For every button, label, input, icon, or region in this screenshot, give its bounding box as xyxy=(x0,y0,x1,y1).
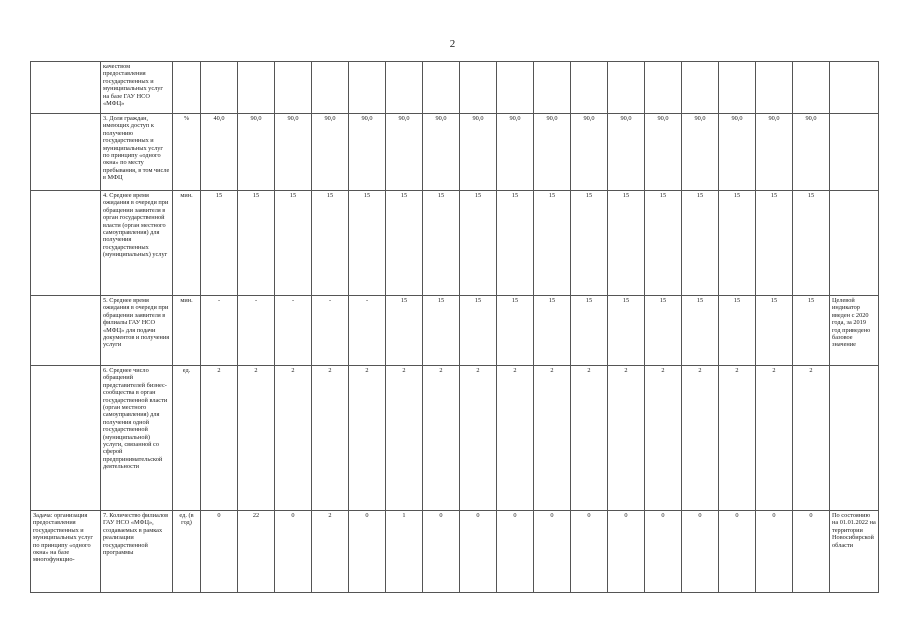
value-cell: 0 xyxy=(756,511,793,593)
table-row xyxy=(31,62,879,114)
unit-cell: % xyxy=(173,114,201,191)
table-row xyxy=(31,191,879,296)
value-cell: 90,0 xyxy=(793,114,830,191)
value-cell: 0 xyxy=(608,511,645,593)
unit-cell: мин. xyxy=(173,296,201,366)
value-cell: 90,0 xyxy=(386,114,423,191)
value-cell: 0 xyxy=(682,511,719,593)
indicator-cell: 4. Среднее время ожидания в очереди при обращении заявителя в орган государственной власти (орган местного самоуправления) для получения государственных (муниципальных) услуг xyxy=(101,191,173,296)
value-cell: 0 xyxy=(571,511,608,593)
value-cell: 15 xyxy=(571,191,608,296)
value-cell xyxy=(460,62,497,114)
value-cell: 2 xyxy=(349,366,386,511)
value-cell: 15 xyxy=(608,191,645,296)
value-cell: 15 xyxy=(534,191,571,296)
value-cell: 15 xyxy=(349,191,386,296)
value-cell: 90,0 xyxy=(349,114,386,191)
value-cell: 15 xyxy=(386,296,423,366)
value-cell xyxy=(719,62,756,114)
value-cell: 15 xyxy=(201,191,238,296)
value-cell xyxy=(386,62,423,114)
value-cell: - xyxy=(349,296,386,366)
value-cell: 15 xyxy=(645,296,682,366)
value-cell xyxy=(497,62,534,114)
indicators-table xyxy=(30,61,879,593)
indicator-cell: 6. Среднее число обращений представителей бизнес-сообщества в орган государственной власти (орган местного самоуправления) для получения одной государственной (муниципальной) услуги, связанной со сферой предпринимательской деятельности xyxy=(101,366,173,511)
value-cell: 2 xyxy=(497,366,534,511)
value-cell: 2 xyxy=(312,366,349,511)
value-cell: 2 xyxy=(386,366,423,511)
value-cell: 15 xyxy=(423,296,460,366)
value-cell: 90,0 xyxy=(238,114,275,191)
table-row xyxy=(31,296,879,366)
value-cell xyxy=(275,62,312,114)
value-cell: 0 xyxy=(349,511,386,593)
value-cell xyxy=(682,62,719,114)
table-row xyxy=(31,511,879,593)
value-cell: 15 xyxy=(534,296,571,366)
value-cell: 90,0 xyxy=(719,114,756,191)
value-cell: 15 xyxy=(608,296,645,366)
value-cell xyxy=(349,62,386,114)
note-cell xyxy=(830,191,879,296)
value-cell: 90,0 xyxy=(682,114,719,191)
value-cell: 2 xyxy=(238,366,275,511)
note-cell: Целевой индикатор введен с 2020 года, за 2019 год приведено базовое значение xyxy=(830,296,879,366)
value-cell: 2 xyxy=(719,366,756,511)
value-cell: - xyxy=(275,296,312,366)
task-cell xyxy=(31,62,101,114)
value-cell: 15 xyxy=(719,296,756,366)
value-cell: 40,0 xyxy=(201,114,238,191)
unit-cell xyxy=(173,62,201,114)
page-number: 2 xyxy=(449,38,456,50)
value-cell: - xyxy=(238,296,275,366)
table-row xyxy=(31,366,879,511)
value-cell: 15 xyxy=(645,191,682,296)
value-cell: 15 xyxy=(682,296,719,366)
value-cell: 0 xyxy=(460,511,497,593)
value-cell: 0 xyxy=(275,511,312,593)
value-cell: 0 xyxy=(719,511,756,593)
value-cell: 2 xyxy=(312,511,349,593)
value-cell xyxy=(534,62,571,114)
task-cell: Задача: организация предоставления государственных и муниципальных услуг по принципу «одного окна» на базе многофункцио- xyxy=(31,511,101,593)
value-cell: 2 xyxy=(608,366,645,511)
value-cell: 15 xyxy=(793,191,830,296)
value-cell: 90,0 xyxy=(571,114,608,191)
value-cell: 1 xyxy=(386,511,423,593)
task-cell xyxy=(31,366,101,511)
value-cell: 2 xyxy=(534,366,571,511)
value-cell: 90,0 xyxy=(608,114,645,191)
value-cell: 2 xyxy=(756,366,793,511)
value-cell xyxy=(608,62,645,114)
value-cell: 90,0 xyxy=(275,114,312,191)
note-cell xyxy=(830,62,879,114)
unit-cell: ед. xyxy=(173,366,201,511)
note-cell: По состоянию на 01.01.2022 на территории Новосибирской области xyxy=(830,511,879,593)
indicator-cell: качеством предоставления государственных и муниципальных услуг на базе ГАУ НСО «МФЦ» xyxy=(101,62,173,114)
value-cell: 15 xyxy=(460,191,497,296)
value-cell xyxy=(756,62,793,114)
value-cell xyxy=(238,62,275,114)
task-cell xyxy=(31,114,101,191)
note-cell xyxy=(830,366,879,511)
value-cell: 0 xyxy=(423,511,460,593)
value-cell xyxy=(645,62,682,114)
value-cell: 2 xyxy=(793,366,830,511)
value-cell: 15 xyxy=(460,296,497,366)
value-cell: 90,0 xyxy=(423,114,460,191)
value-cell: 90,0 xyxy=(534,114,571,191)
value-cell: 15 xyxy=(497,296,534,366)
value-cell: 2 xyxy=(460,366,497,511)
value-cell: 0 xyxy=(534,511,571,593)
value-cell: 15 xyxy=(386,191,423,296)
indicator-cell: 5. Среднее время ожидания в очереди при обращении заявителя в филиалы ГАУ НСО «МФЦ» для подачи документов и получения услуги xyxy=(101,296,173,366)
value-cell: 90,0 xyxy=(645,114,682,191)
value-cell: 2 xyxy=(423,366,460,511)
value-cell: 15 xyxy=(719,191,756,296)
value-cell: 15 xyxy=(571,296,608,366)
value-cell: - xyxy=(201,296,238,366)
value-cell xyxy=(571,62,608,114)
value-cell xyxy=(312,62,349,114)
value-cell: 15 xyxy=(275,191,312,296)
value-cell: - xyxy=(312,296,349,366)
value-cell: 90,0 xyxy=(497,114,534,191)
task-cell xyxy=(31,296,101,366)
value-cell: 0 xyxy=(201,511,238,593)
value-cell: 15 xyxy=(793,296,830,366)
value-cell: 22 xyxy=(238,511,275,593)
unit-cell: ед. (в год) xyxy=(173,511,201,593)
value-cell: 15 xyxy=(423,191,460,296)
note-cell xyxy=(830,114,879,191)
value-cell: 15 xyxy=(497,191,534,296)
value-cell xyxy=(793,62,830,114)
value-cell: 2 xyxy=(571,366,608,511)
value-cell: 2 xyxy=(201,366,238,511)
value-cell: 15 xyxy=(238,191,275,296)
value-cell: 15 xyxy=(312,191,349,296)
task-cell xyxy=(31,191,101,296)
value-cell: 0 xyxy=(645,511,682,593)
value-cell: 0 xyxy=(793,511,830,593)
unit-cell: мин. xyxy=(173,191,201,296)
indicator-cell: 7. Количество филиалов ГАУ НСО «МФЦ», создаваемых в рамках реализации государственной программы xyxy=(101,511,173,593)
value-cell: 2 xyxy=(645,366,682,511)
value-cell: 90,0 xyxy=(312,114,349,191)
value-cell: 15 xyxy=(682,191,719,296)
value-cell: 15 xyxy=(756,191,793,296)
value-cell: 0 xyxy=(497,511,534,593)
value-cell: 90,0 xyxy=(756,114,793,191)
value-cell: 90,0 xyxy=(460,114,497,191)
table-row xyxy=(31,114,879,191)
value-cell: 2 xyxy=(275,366,312,511)
value-cell xyxy=(423,62,460,114)
value-cell: 2 xyxy=(682,366,719,511)
value-cell xyxy=(201,62,238,114)
indicator-cell: 3. Доля граждан, имеющих доступ к получению государственных и муниципальных услуг по принципу «одного окна» по месту пребывания, в том числе в МФЦ xyxy=(101,114,173,191)
value-cell: 15 xyxy=(756,296,793,366)
